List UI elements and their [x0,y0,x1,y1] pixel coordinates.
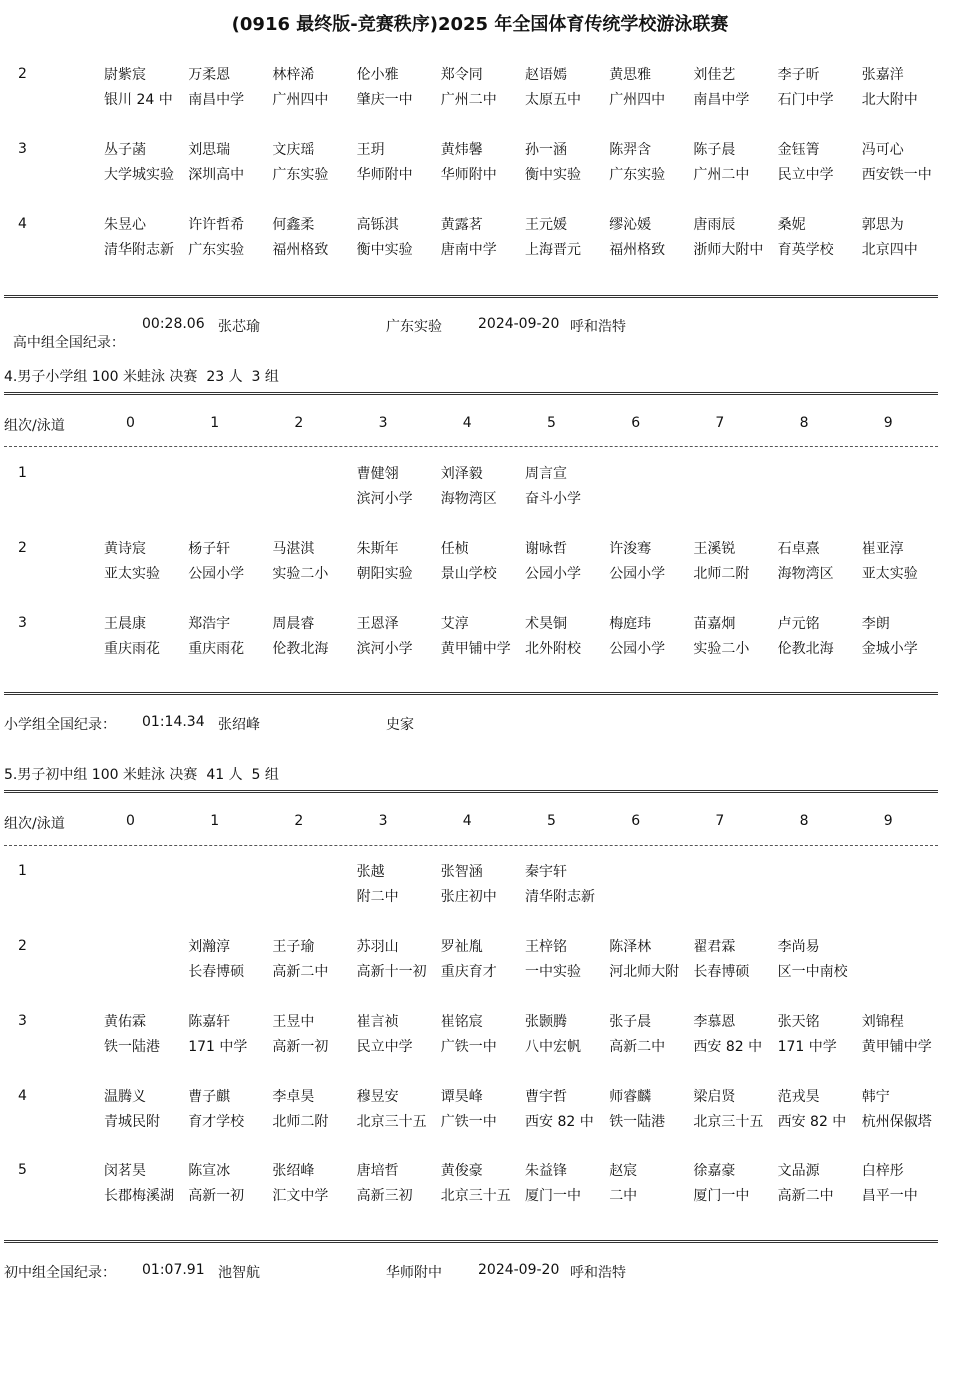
school-name: 高新十一初 [356,964,427,980]
school-name: 高新一初 [188,1188,245,1204]
record-ms-label: 初中组全国纪录： [4,1265,116,1281]
swimmer-name: 朱斯年 [356,541,399,557]
record-ps-school: 史家 [386,717,414,733]
lane-header: 5 [547,415,556,431]
school-name: 广铁一中 [440,1114,497,1130]
school-name: 衡中实验 [525,167,581,183]
swimmer-name: 黄思雅 [609,67,652,83]
swimmer-name: 谢咏哲 [525,541,567,557]
swimmer-name: 罗祉胤 [440,939,483,955]
school-name: 伦教北海 [777,641,834,657]
swimmer-name: 张越 [356,864,385,880]
swimmer-name: 朱益锋 [525,1163,567,1179]
school-name: 浙师大附中 [693,242,764,258]
school-name: 西安铁一中 [861,167,932,183]
school-name: 昌平一中 [861,1188,918,1204]
school-name: 长春博硕 [693,964,750,980]
swimmer-name: 徐嘉豪 [693,1163,736,1179]
swimmer-name: 范戎昊 [777,1089,820,1105]
school-name: 奋斗小学 [525,491,581,507]
record-hs-date: 2024-09-20 [478,316,560,332]
swimmer-name: 黄诗宸 [104,541,146,557]
school-name: 北师二附 [693,566,750,582]
swimmer-name: 李慕恩 [693,1014,736,1030]
swimmer-name: 李朗 [861,616,890,632]
school-name: 太原五中 [525,92,581,108]
school-name: 北京三十五 [693,1114,764,1130]
school-name: 肇庆一中 [356,92,413,108]
column-header-label: 组次/泳道 [4,418,65,434]
school-name: 重庆雨花 [104,641,160,657]
swimmer-name: 曹健翎 [356,466,399,482]
swimmer-name: 林梓浠 [272,67,315,83]
school-name: 171 中学 [188,1039,248,1055]
school-name: 唐南中学 [440,242,497,258]
school-name: 黄甲铺中学 [440,641,511,657]
swimmer-name: 卢元铭 [777,616,820,632]
lane-header: 0 [126,813,135,829]
school-name: 衡中实验 [356,242,413,258]
school-name: 大学城实验 [104,167,174,183]
swimmer-name: 张颢腾 [525,1014,567,1030]
heat-number: 4 [18,1088,27,1104]
swimmer-name: 陈宣冰 [188,1163,231,1179]
swimmer-name: 黄佑霖 [104,1014,146,1030]
swimmer-name: 闵茗昊 [104,1163,146,1179]
school-name: 公园小学 [609,566,666,582]
record-ms-holder: 池智航 [218,1265,260,1281]
lane-header: 8 [799,415,809,431]
record-hs-place: 呼和浩特 [570,319,626,335]
lane-header: 2 [294,813,304,829]
school-name: 广州二中 [693,167,750,183]
divider [4,1240,938,1243]
record-ps-holder: 张绍峰 [218,717,260,733]
school-name: 黄甲铺中学 [861,1039,932,1055]
school-name: 长春博硕 [188,964,245,980]
lane-header: 9 [883,415,893,431]
swimmer-name: 翟君霖 [693,939,736,955]
school-name: 厦门一中 [693,1188,750,1204]
swimmer-name: 黄炜馨 [440,142,483,158]
record-hs-time: 00:28.06 [142,316,205,332]
swimmer-name: 唐雨辰 [693,217,736,233]
school-name: 北大附中 [861,92,918,108]
school-name: 区一中南校 [777,964,848,980]
swimmer-name: 李卓昊 [272,1089,315,1105]
lane-header: 6 [631,813,641,829]
swimmer-name: 王元媛 [525,217,567,233]
school-name: 高新二中 [272,964,329,980]
swimmer-name: 张绍峰 [272,1163,315,1179]
school-name: 长郡梅溪湖 [104,1188,174,1204]
swimmer-name: 陈子晨 [693,142,736,158]
school-name: 朝阳实验 [356,566,413,582]
swimmer-name: 艾淳 [440,616,469,632]
swimmer-name: 崔铭宸 [440,1014,483,1030]
swimmer-name: 郑浩宇 [188,616,231,632]
school-name: 北京三十五 [440,1188,511,1204]
swimmer-name: 陈羿含 [609,142,652,158]
school-name: 171 中学 [777,1039,837,1055]
swimmer-name: 许许哲希 [188,217,245,233]
school-name: 育英学校 [777,242,834,258]
swimmer-name: 郑令同 [440,67,483,83]
school-name: 青城民附 [104,1114,160,1130]
swimmer-name: 王恩泽 [356,616,399,632]
school-name: 河北师大附 [609,964,680,980]
record-ms-school: 华师附中 [386,1265,442,1281]
swimmer-name: 韩宁 [861,1089,890,1105]
swimmer-name: 孙一涵 [525,142,567,158]
record-ms-place: 呼和浩特 [570,1265,626,1281]
swimmer-name: 冯可心 [861,142,904,158]
swimmer-name: 梁启贤 [693,1089,736,1105]
swimmer-name: 刘泽毅 [440,466,483,482]
school-name: 西安 82 中 [693,1039,763,1055]
school-name: 公园小学 [609,641,666,657]
record-label: 高中组全国纪录： [12,335,125,351]
swimmer-name: 刘佳艺 [693,67,736,83]
swimmer-name: 刘锦程 [861,1014,904,1030]
swimmer-name: 王子瑜 [272,939,315,955]
swimmer-name: 许浚骞 [609,541,652,557]
swimmer-name: 杨子轩 [188,541,231,557]
swimmer-name: 王晨康 [104,616,146,632]
record-ms-time: 01:07.91 [142,1262,205,1278]
swimmer-name: 李子昕 [777,67,820,83]
swimmer-name: 师睿麟 [609,1089,652,1105]
record-hs-school: 广东实验 [386,319,442,335]
swimmer-name: 张智涵 [440,864,483,880]
school-name: 海物湾区 [440,491,497,507]
heat-number: 1 [18,863,27,879]
swimmer-name: 赵语嫣 [525,67,567,83]
school-name: 南昌中学 [693,92,750,108]
swimmer-name: 文庆瑶 [272,142,315,158]
school-name: 广州四中 [609,92,666,108]
lane-header: 5 [547,813,556,829]
school-name: 海物湾区 [777,566,834,582]
divider [4,790,938,793]
swimmer-name: 陈泽林 [609,939,652,955]
school-name: 滨河小学 [356,641,413,657]
swimmer-name: 黄俊豪 [440,1163,483,1179]
swimmer-name: 崔言祯 [356,1014,399,1030]
swimmer-name: 刘瀚淳 [188,939,231,955]
school-name: 上海晋元 [525,242,581,258]
school-name: 深圳高中 [188,167,245,183]
swimmer-name: 张天铭 [777,1014,820,1030]
school-name: 北师二附 [272,1114,329,1130]
school-name: 民立中学 [777,167,834,183]
swimmer-name: 万柔恩 [188,67,231,83]
swimmer-name: 张子晨 [609,1014,652,1030]
school-name: 杭州保俶塔 [861,1114,932,1130]
lane-header: 6 [631,415,641,431]
school-name: 实验二小 [272,566,329,582]
school-name: 金城小学 [861,641,918,657]
swimmer-name: 赵宸 [609,1163,638,1179]
school-name: 高新二中 [609,1039,666,1055]
record-ps-label: 小学组全国纪录： [4,717,116,733]
heat-number: 5 [18,1162,27,1178]
school-name: 福州格致 [272,242,329,258]
school-name: 汇文中学 [272,1188,329,1204]
divider [4,845,938,846]
school-name: 北京三十五 [356,1114,427,1130]
swimmer-name: 王溪锐 [693,541,736,557]
lane-header: 9 [883,813,893,829]
swimmer-name: 刘思瑞 [188,142,231,158]
heat-number: 3 [18,141,27,157]
swimmer-name: 秦宇轩 [525,864,567,880]
swimmer-name: 周言宣 [525,466,567,482]
divider [4,692,938,695]
divider [4,392,938,395]
swimmer-name: 崔亚淳 [861,541,904,557]
swimmer-name: 石卓熹 [777,541,820,557]
lane-header: 1 [210,813,220,829]
swimmer-name: 黄露茗 [440,217,483,233]
swimmer-name: 温腾义 [104,1089,146,1105]
swimmer-name: 穆昱安 [356,1089,399,1105]
school-name: 北京四中 [861,242,918,258]
swimmer-name: 任桢 [440,541,469,557]
school-name: 亚太实验 [861,566,918,582]
column-header-label: 组次/泳道 [4,816,65,832]
school-name: 育才学校 [188,1114,245,1130]
lane-header: 7 [715,813,725,829]
school-name: 民立中学 [356,1039,413,1055]
swimmer-name: 唐培哲 [356,1163,399,1179]
school-name: 清华附志新 [104,242,174,258]
swimmer-name: 郭思为 [861,217,904,233]
event5-heading: 5.男子初中组 100 米蛙泳 决赛 41 人 5 组 [4,767,279,783]
school-name: 广东实验 [272,167,329,183]
lane-header: 3 [378,415,388,431]
school-name: 滨河小学 [356,491,413,507]
record-hs [4,316,125,352]
school-name: 公园小学 [525,566,581,582]
school-name: 铁一陆港 [104,1039,160,1055]
swimmer-name: 白梓彤 [861,1163,904,1179]
school-name: 重庆育才 [440,964,497,980]
swimmer-name: 丛子菡 [104,142,146,158]
school-name: 广州二中 [440,92,497,108]
school-name: 西安 82 中 [525,1114,594,1130]
lane-header: 4 [462,813,472,829]
school-name: 清华附志新 [525,889,595,905]
heat-number: 3 [18,615,27,631]
school-name: 高新一初 [272,1039,329,1055]
swimmer-name: 何鑫柔 [272,217,315,233]
swimmer-name: 文品源 [777,1163,820,1179]
swimmer-name: 王昱中 [272,1014,315,1030]
swimmer-name: 王玥 [356,142,385,158]
heat-number: 2 [18,540,27,556]
swimmer-name: 伦小雅 [356,67,399,83]
lane-header: 2 [294,415,304,431]
event4-heading: 4.男子小学组 100 米蛙泳 决赛 23 人 3 组 [4,369,279,385]
school-name: 广铁一中 [440,1039,497,1055]
swimmer-name: 苗嘉炯 [693,616,736,632]
heat-number: 1 [18,465,27,481]
school-name: 高新三初 [356,1188,413,1204]
school-name: 西安 82 中 [777,1114,847,1130]
school-name: 广东实验 [188,242,245,258]
lane-header: 0 [126,415,135,431]
swimmer-name: 尉紫宸 [104,67,146,83]
school-name: 广州四中 [272,92,329,108]
heat-number: 2 [18,938,27,954]
school-name: 实验二小 [693,641,750,657]
swimmer-name: 苏羽山 [356,939,399,955]
school-name: 厦门一中 [525,1188,581,1204]
school-name: 北外附校 [525,641,581,657]
lane-header: 4 [462,415,472,431]
record-ps-time: 01:14.34 [142,714,205,730]
school-name: 华师附中 [440,167,497,183]
lane-header: 7 [715,415,725,431]
swimmer-name: 马湛淇 [272,541,315,557]
school-name: 银川 24 中 [104,92,173,108]
school-name: 重庆雨花 [188,641,245,657]
school-name: 张庄初中 [440,889,497,905]
divider [4,446,938,447]
school-name: 华师附中 [356,167,413,183]
school-name: 亚太实验 [104,566,160,582]
swimmer-name: 高铄淇 [356,217,399,233]
swimmer-name: 王梓铭 [525,939,567,955]
school-name: 石门中学 [777,92,834,108]
page-title: (0916 最终版-竞赛秩序)2025 年全国体育传统学校游泳联赛 [231,14,729,35]
heat-number: 3 [18,1013,27,1029]
school-name: 八中宏帆 [525,1039,581,1055]
school-name: 铁一陆港 [609,1114,666,1130]
school-name: 公园小学 [188,566,245,582]
record-ms-date: 2024-09-20 [478,1262,560,1278]
swimmer-name: 曹宇哲 [525,1089,567,1105]
school-name: 南昌中学 [188,92,245,108]
school-name: 福州格致 [609,242,666,258]
swimmer-name: 李尚易 [777,939,820,955]
swimmer-name: 桑妮 [777,217,806,233]
school-name: 一中实验 [525,964,581,980]
record-hs-holder: 张芯瑜 [218,319,260,335]
swimmer-name: 陈嘉轩 [188,1014,231,1030]
swimmer-name: 术昊铜 [525,616,567,632]
swimmer-name: 金钰箐 [777,142,820,158]
school-name: 伦教北海 [272,641,329,657]
swimmer-name: 周晨睿 [272,616,315,632]
school-name: 高新二中 [777,1188,834,1204]
swimmer-name: 梅庭玮 [609,616,652,632]
swimmer-name: 缪沁媛 [609,217,652,233]
divider [4,295,938,298]
lane-header: 8 [799,813,809,829]
heat-number: 4 [18,216,27,232]
school-name: 景山学校 [440,566,497,582]
swimmer-name: 谭昊峰 [440,1089,483,1105]
lane-header: 3 [378,813,388,829]
heat-number: 2 [18,66,27,82]
swimmer-name: 曹子麒 [188,1089,231,1105]
school-name: 广东实验 [609,167,666,183]
lane-header: 1 [210,415,220,431]
school-name: 二中 [609,1188,638,1204]
school-name: 附二中 [356,889,399,905]
swimmer-name: 朱昱心 [104,217,146,233]
swimmer-name: 张嘉洋 [861,67,904,83]
